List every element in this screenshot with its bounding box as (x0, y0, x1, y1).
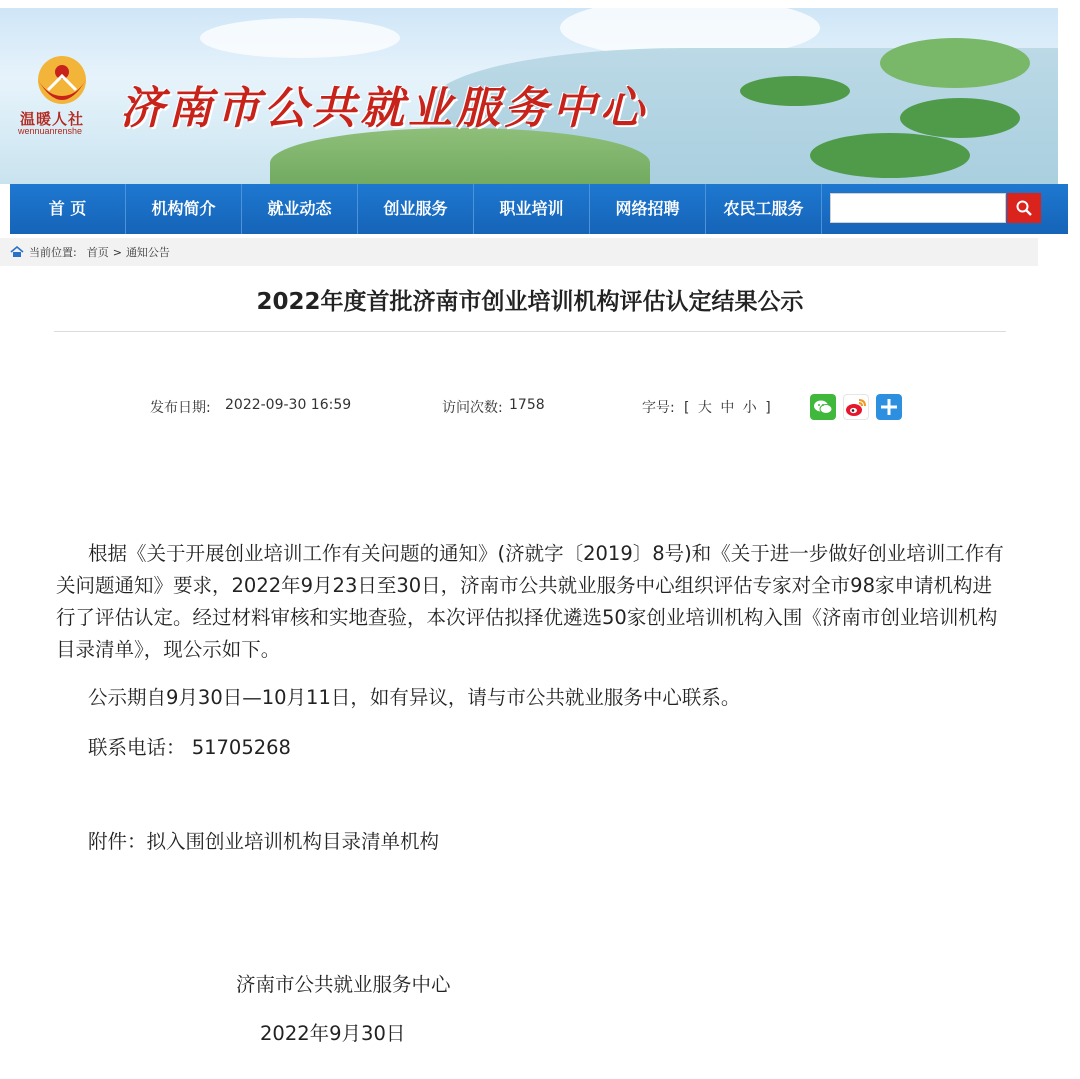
site-title: 济南市公共就业服务中心 (120, 83, 648, 134)
signature-date: 2022年9月30日 (260, 1022, 406, 1045)
logo-subtext: wennuanrenshe (18, 126, 83, 136)
logo-text: 温暖人社 (20, 110, 85, 128)
home-icon (10, 246, 24, 258)
title-divider (54, 331, 1006, 332)
nav-item-employment-news[interactable]: 就业动态 (242, 184, 358, 234)
wechat-share-button[interactable] (810, 394, 836, 420)
header-banner (0, 8, 1058, 184)
nav-item-online-recruitment[interactable]: 网络招聘 (590, 184, 706, 234)
publish-date-label: 发布日期: (150, 400, 211, 416)
main-nav (10, 184, 1068, 234)
more-share-button[interactable] (876, 394, 902, 420)
nav-item-home[interactable]: 首 页 (10, 184, 126, 234)
banner-island (740, 76, 850, 106)
breadcrumb-separator: > (112, 245, 122, 259)
nav-item-migrant-workers[interactable]: 农民工服务 (706, 184, 822, 234)
nav-item-training[interactable]: 职业培训 (474, 184, 590, 234)
breadcrumb (0, 238, 1038, 266)
breadcrumb-current-link[interactable]: 通知公告 (125, 246, 170, 259)
signature-organization: 济南市公共就业服务中心 (236, 973, 451, 996)
contact-phone: 联系电话： 51705268 (88, 736, 291, 759)
search-icon (1015, 199, 1033, 217)
banner-island (900, 98, 1020, 138)
breadcrumb-home-link[interactable]: 首页 (86, 246, 109, 259)
banner-island (880, 38, 1030, 88)
breadcrumb-label: 当前位置: (29, 246, 77, 259)
search-button[interactable] (1007, 193, 1041, 223)
weibo-share-button[interactable] (843, 394, 869, 420)
attachment-link[interactable]: 附件：拟入围创业培训机构目录清单机构 (88, 830, 440, 853)
wechat-icon (810, 394, 836, 420)
article-paragraph-1: 根据《关于开展创业培训工作有关问题的通知》(济就字〔2019〕8号)和《关于进一步做好创业培训工作有关问题通知》要求，2022年9月23日至30日，济南市公共就业服务中心组织评估专家对全市98家申请机构进行了评估认定。经过材料审核和实地查验，本次评估拟择优遴选50家创业培训机构入围《济南市创业培训机构目录清单》，现公示如下。 (56, 542, 1004, 661)
publish-date: 2022-09-30 16:59 (225, 397, 352, 413)
search-input[interactable] (830, 193, 1006, 223)
banner-island (810, 133, 970, 178)
article-paragraph-2: 公示期自9月30日—10月11日，如有异议，请与市公共就业服务中心联系。 (88, 686, 741, 709)
font-size-label: 字号: (642, 400, 675, 416)
article-title: 2022年度首批济南市创业培训机构评估认定结果公示 (256, 289, 804, 315)
banner-cloud (200, 18, 400, 58)
plus-share-icon (876, 394, 902, 420)
visits-label: 访问次数: (442, 400, 503, 416)
visit-count: 1758 (509, 397, 545, 413)
font-size-options[interactable]: [ 大 中 小 ] (684, 400, 773, 416)
weibo-icon (844, 395, 868, 419)
nav-item-entrepreneurship[interactable]: 创业服务 (358, 184, 474, 234)
nav-item-about[interactable]: 机构简介 (126, 184, 242, 234)
